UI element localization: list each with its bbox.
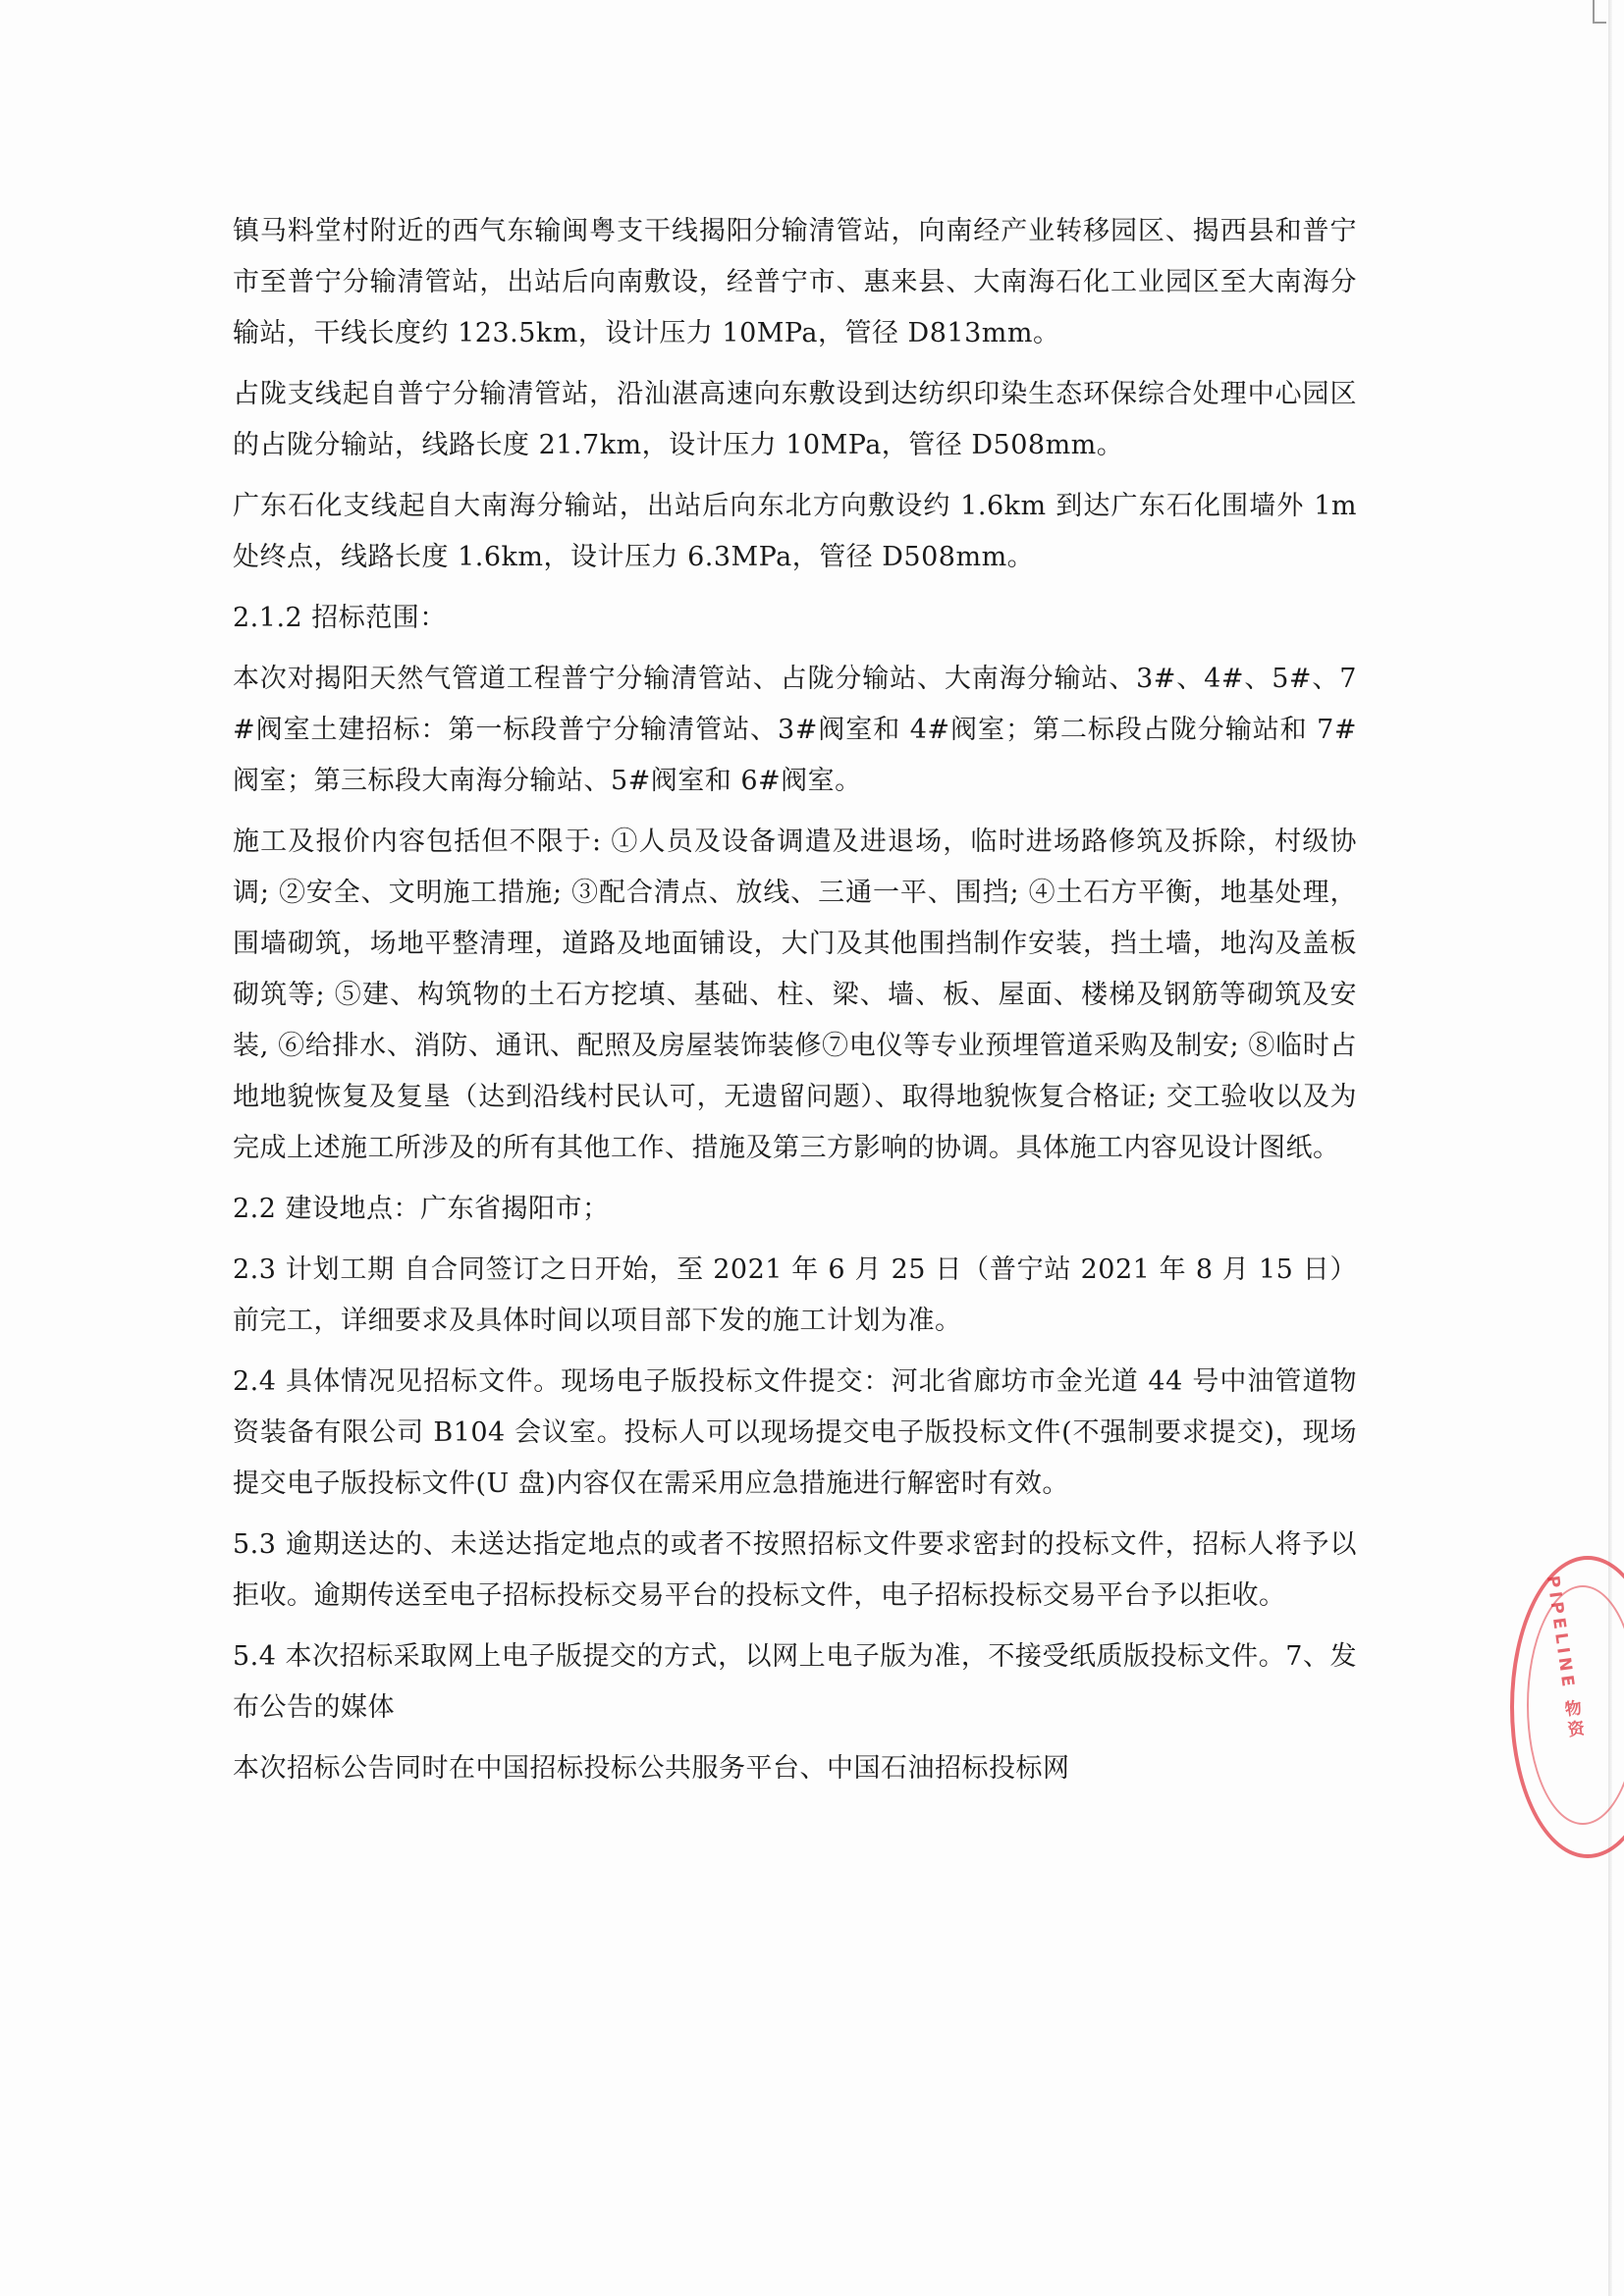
paragraph-zhanlong-branch: 占陇支线起自普宁分输清管站，沿汕湛高速向东敷设到达纺织印染生态环保综合处理中心园区的占陇分输站，线路长度 21.7km，设计压力 10MPa，管径 D508mm。 <box>233 379 1357 460</box>
paragraph-guangdong-branch: 广东石化支线起自大南海分输站，出站后向东北方向敷设约 1.6km 到达广东石化围墙外 1m 处终点，线路长度 1.6km，设计压力 6.3MPa，管径 D508mm。 <box>233 491 1357 572</box>
paragraph-main-line: 镇马料堂村附近的西气东输闽粤支干线揭阳分输清管站，向南经产业转移园区、揭西县和普宁市至普宁分输清管站，出站后向南敷设，经普宁市、惠来县、大南海石化工业园区至大南海分输站，干线长度约 123.5km，设计压力 10MPa，管径 D813mm。 <box>233 216 1357 348</box>
scan-edge <box>1608 0 1612 2296</box>
paragraph-electronic-submission: 5.4 本次招标采取网上电子版提交的方式，以网上电子版为准，不接受纸质版投标文件。7、发布公告的媒体 <box>233 1641 1357 1723</box>
paragraph-work-content: 施工及报价内容包括但不限于: ①人员及设备调遣及进退场，临时进场路修筑及拆除，村级协调; ②安全、文明施工措施; ③配合清点、放线、三通一平、围挡; ④土石方平衡，地基处理，围墙砌筑，场地平整清理，道路及地面铺设，大门及其他围挡制作安装，挡土墙，地沟及盖板砌筑等; ⑤建、构筑物的土石方挖填、基础、柱、梁、墙、板、屋面、楼梯及钢筋等砌筑及安装, ⑥给排水、消防、通讯、配照及房屋装饰装修⑦电仪等专业预埋管道采购及制安; ⑧临时占地地貌恢复及复垦（达到沿线村民认可，无遗留问题）、取得地貌恢复合格证; 交工验收以及为完成上述施工所涉及的所有其他工作、措施及第三方影响的协调。具体施工内容见设计图纸。 <box>233 827 1357 1163</box>
paragraph-late-rejection: 5.3 逾期送达的、未送达指定地点的或者不按照招标文件要求密封的投标文件，招标人将予以拒收。逾期传送至电子招标投标交易平台的投标文件，电子招标投标交易平台予以拒收。 <box>233 1529 1357 1611</box>
paragraph-location: 2.2 建设地点：广东省揭阳市； <box>233 1194 610 1224</box>
corner-mark <box>1593 0 1606 24</box>
document-body <box>233 206 1357 1804</box>
section-heading-scope: 2.1.2 招标范围： <box>233 603 447 633</box>
paragraph-scope: 本次对揭阳天然气管道工程普宁分输清管站、占陇分输站、大南海分输站、3#、4#、5#、7#阀室土建招标：第一标段普宁分输清管站、3#阀室和 4#阀室；第二标段占陇分输站和 7#阀室；第三标段大南海分输站、5#阀室和 6#阀室。 <box>233 664 1357 796</box>
paragraph-media: 本次招标公告同时在中国招标投标公共服务平台、中国石油招标投标网 <box>233 1753 1070 1784</box>
red-seal-text: PIPELINE 物资 <box>1542 1574 1586 1742</box>
paragraph-schedule: 2.3 计划工期 自合同签订之日开始，至 2021 年 6 月 25 日（普宁站 2021 年 8 月 15 日）前完工，详细要求及具体时间以项目部下发的施工计划为准。 <box>233 1255 1357 1336</box>
paragraph-submission: 2.4 具体情况见招标文件。现场电子版投标文件提交：河北省廊坊市金光道 44 号中油管道物资装备有限公司 B104 会议室。投标人可以现场提交电子版投标文件(不强制要求提交)，现场提交电子版投标文件(U 盘)内容仅在需采用应急措施进行解密时有效。 <box>233 1366 1357 1499</box>
